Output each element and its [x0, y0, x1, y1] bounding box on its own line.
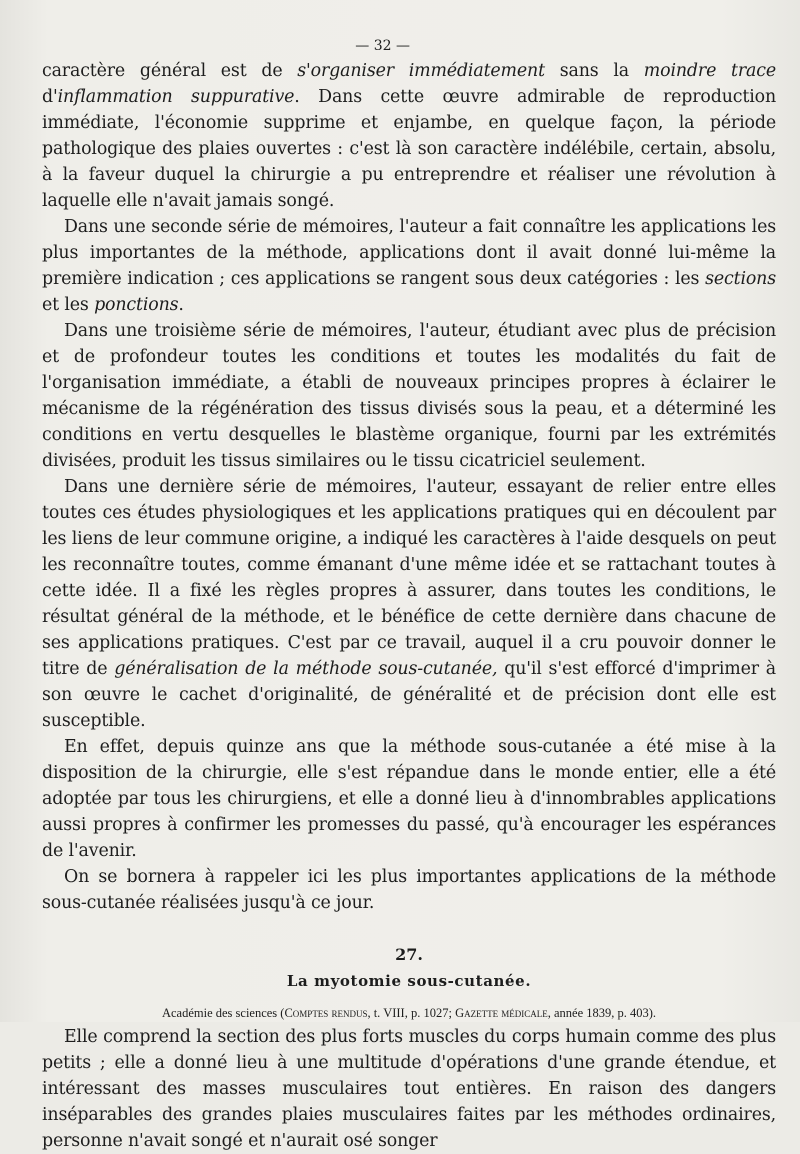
paragraph-3: Dans une troisième série de mémoires, l'auteur, étudiant avec plus de précision et de profondeur toutes les conditions et toutes les modalités du fait de l'organisation immédiate, a établi de nouveaux principes propres à éclairer le mécanisme de la régénération des tissus divisés sous la peau, et a déterminé les conditions en vertu desquelles le blastème organique, fourni par les extrémités divisées, produit les tissus similaires ou le tissu cicatriciel seulement. — [42, 321, 776, 471]
italic-run: s'organiser immédiatement — [297, 61, 545, 81]
section-title: La myotomie sous-cutanée. — [286, 972, 532, 990]
text-run: caractère général est de — [42, 61, 298, 81]
text-run: d' — [42, 87, 58, 107]
paragraph-6: On se bornera à rappeler ici les plus importantes applications de la méthode sous-cutanée réalisées jusqu'à ce jour. — [42, 867, 776, 913]
small-caps-run: Comptes rendus — [284, 1006, 368, 1020]
section-source — [42, 1002, 776, 1024]
text-run: . — [178, 295, 184, 315]
paragraph-7: Elle comprend la section des plus forts muscles du corps humain comme des plus petits ; elle a donné lieu à une multitude d'opérations d'une grande étendue, et intéressant des masses musculaires tout entières. En raison des dangers inséparables des grandes plaies musculaires faites par les méthodes ordinaires, personne n'avait songé et n'aurait osé songer — [42, 1027, 776, 1151]
text-run: Dans une dernière série de mémoires, l'auteur, essayant de relier entre elles toutes ces études physiologiques et les applications pratiques qui en découlent par les liens de leur commune origine, a indiqué les caractères à l'aide desquels on peut les reconnaître toutes, comme émanant d'une même idée et se rattachant toutes à cette idée. Il a fixé les règles propres à assurer, dans toutes les conditions, le résultat général de la méthode, et le bénéfice de cette dernière dans chacune de ses applications pratiques. C'est par ce travail, auquel il a cru pouvoir donner le titre de — [42, 477, 776, 679]
text-run: sans la — [544, 61, 644, 81]
text-run: . Dans cette œuvre admirable de reproduction immédiate, l'économie supprime et enjambe, en quelque façon, la période pathologique des plaies ouvertes : c'est là son caractère indélébile, certain, absolu, à la faveur duquel la chirurgie a pu entreprendre et réaliser une révolution à laquelle elle n'avait jamais songé. — [42, 87, 776, 211]
page-number: — 32 — — [355, 38, 410, 54]
paragraph-1 — [42, 58, 776, 214]
paragraph-4 — [42, 474, 776, 734]
italic-run: sections — [705, 269, 776, 289]
text-run: Académie des sciences ( — [161, 1006, 285, 1020]
italic-run: inflammation suppurative — [57, 87, 295, 107]
text-run: qu'il s'est efforcé d'imprimer à son œuvre le cachet d'originalité, de généralité et de précision dont elle est susceptible. — [42, 659, 776, 731]
text-run: et les — [42, 295, 95, 315]
section-number: 27. — [395, 945, 423, 964]
text-run: , t. VIII, p. 1027; — [367, 1006, 456, 1020]
text-run: Dans une seconde série de mémoires, l'auteur a fait connaître les applications les plus importantes de la méthode, applications dont il avait donné lui-même la première indication ; ces applications se rangent sous deux catégories : les — [42, 217, 776, 289]
italic-run: ponctions — [94, 295, 179, 315]
italic-run: moindre trace — [643, 61, 776, 81]
italic-run: généralisation de la méthode sous-cutanée, — [114, 659, 498, 679]
paragraph-5: En effet, depuis quinze ans que la méthode sous-cutanée a été mise à la disposition de la chirurgie, elle s'est répandue dans le monde entier, elle a été adoptée par tous les chirurgiens, et elle a donné lieu à d'innombrables applications aussi propres à confirmer les promesses du passé, qu'à encourager les espérances de l'avenir. — [42, 737, 776, 861]
paragraph-2 — [42, 214, 776, 318]
text-run: , année 1839, p. 403). — [547, 1006, 657, 1020]
small-caps-run: Gazette médicale — [455, 1006, 548, 1020]
